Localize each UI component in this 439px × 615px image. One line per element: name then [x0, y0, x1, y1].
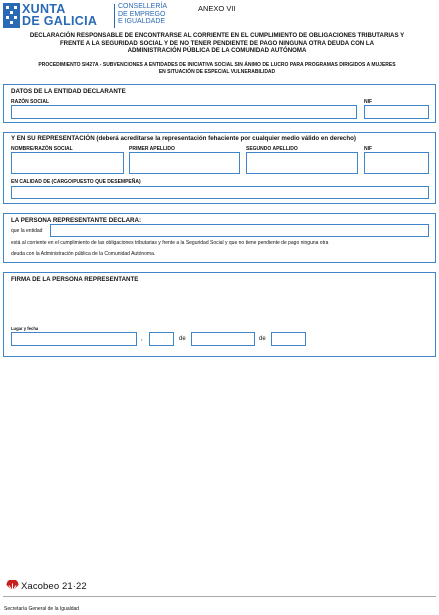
representation-section-title: [11, 135, 356, 142]
apellido1-label: PRIMER APELLIDO: [129, 146, 175, 152]
procedure-title: PROCEDIMIENTO SI427A - SUBVENCIONES A ENTIDADES DE INICIATIVA SOCIAL SIN ÁNIMO DE LUCRO PARA PROGRAMAS DIRIGIDOS A MUJERES EN SITUACIÓN DE ESPECIAL VULNERABILIDAD: [38, 62, 396, 75]
xacobeo-logo-text: Xacobeo 21·22: [21, 581, 87, 592]
nombre-label: NOMBRE/RAZÓN SOCIAL: [11, 146, 73, 152]
entity-section-title: DATOS DE LA ENTIDAD DECLARANTE: [11, 88, 126, 95]
footer-text: Secretaría General de la Igualdad: [4, 606, 80, 612]
declaration-section-title: LA PERSONA REPRESENTANTE DECLARA:: [11, 217, 142, 224]
day-field[interactable]: [149, 332, 174, 346]
entity-nif-field[interactable]: [364, 105, 429, 119]
apellido2-field[interactable]: [246, 152, 358, 174]
razon-social-label: RAZÓN SOCIAL: [11, 99, 50, 105]
representation-title-text: Y EN SU REPRESENTACIÓN (deberá acreditarse la representación fehaciente por cualquier medio válido en derecho): [11, 135, 356, 142]
cargo-label: EN CALIDAD DE (CARGO/PUESTO QUE DESEMPEÑA): [11, 179, 141, 185]
document-title: DECLARACIÓN RESPONSABLE DE ENCONTRARSE AL CORRIENTE EN EL CUMPLIMIENTO DE OBLIGACIONES TRIBUTARIAS Y FRENTE A LA SEGURIDAD SOCIAL Y DE NO TENER PENDIENTE DE PAGO NINGUNA OTRA DEUDA CON LA ADMINISTRACIÓN PÚBLICA DE LA COMUNIDAD AUTÓNOMA: [29, 32, 405, 55]
footer-divider: [3, 596, 436, 597]
nombre-field[interactable]: [11, 152, 124, 174]
place-field[interactable]: [11, 332, 137, 346]
apellido1-field[interactable]: [129, 152, 240, 174]
representative-nif-label: NIF: [364, 146, 373, 152]
representative-nif-field[interactable]: [364, 152, 429, 174]
logo-divider: [114, 4, 115, 28]
razon-social-field[interactable]: [11, 105, 357, 119]
cargo-field[interactable]: [11, 186, 429, 199]
apellido2-label: SEGUNDO APELLIDO: [246, 146, 298, 152]
signature-section: [3, 272, 436, 357]
declaration-text-line1: está al corriente en el cumplimiento de las obligaciones tributarias y frente a la Seguridad Social y que no tiene pendiente de pago ninguna otra: [11, 240, 329, 246]
declaration-text-line2: deuda con la Administración pública de la Comunidad Autónoma.: [11, 251, 156, 257]
year-field[interactable]: [271, 332, 306, 346]
consellaria-logo-text: CONSELLERÍA DE EMPREGO E IGUALDADE: [118, 3, 168, 26]
place-date-label: Lugar y fecha: [11, 326, 39, 331]
xacobeo-logo-icon: [6, 580, 19, 592]
date-comma: ,: [141, 336, 143, 342]
representation-section: [3, 132, 436, 204]
date-de-2: de: [259, 336, 266, 342]
date-de-1: de: [179, 336, 186, 342]
month-field[interactable]: [191, 332, 255, 346]
xunta-logo-icon: [3, 3, 20, 28]
xunta-logo-text: XUNTA DE GALICIA: [22, 2, 98, 28]
annex-label: ANEXO VII: [198, 4, 236, 13]
declaration-entity-prefix: que la entidad: [11, 228, 43, 234]
declaration-section: [3, 213, 436, 263]
declaration-entity-field[interactable]: [50, 224, 429, 237]
entity-nif-label: NIF: [364, 99, 373, 105]
entity-section: [3, 84, 436, 123]
signature-section-title: FIRMA DE LA PERSONA REPRESENTANTE: [11, 276, 139, 283]
